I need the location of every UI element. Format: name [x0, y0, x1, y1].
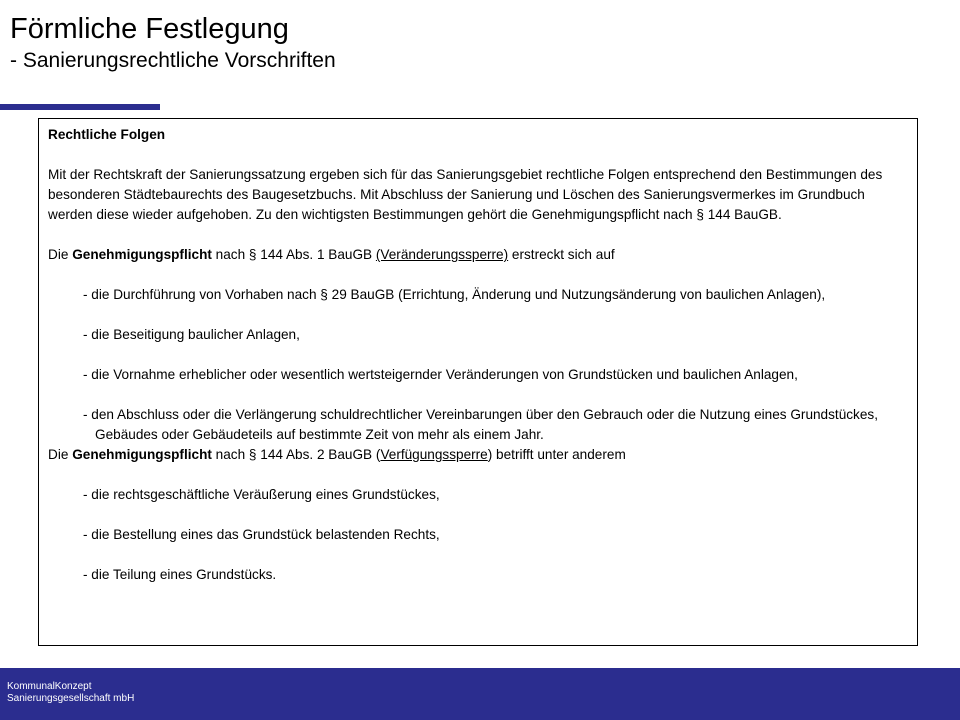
list-item: - die Vornahme erheblicher oder wesentlich wertsteigernder Veränderungen von Grundstücken und baulichen Anlagen,	[83, 367, 798, 382]
list-item: - die Bestellung eines das Grundstück belastenden Rechts,	[83, 527, 440, 542]
content-box	[38, 118, 918, 646]
section1-lead-underlined: (Veränderungssperre)	[375, 247, 509, 262]
footer-bar	[0, 668, 960, 720]
section2-lead	[48, 445, 908, 465]
section2-lead-bold: Genehmigungspflicht	[72, 447, 212, 462]
company-name-line2: Sanierungsgesellschaft mbH	[7, 693, 135, 704]
section2-lead-before: Die	[48, 447, 73, 462]
list-item: - den Abschluss oder die Verlängerung schuldrechtlicher Vereinbarungen über den Gebrauch oder die Nutzung eines Grundstückes, Gebäudes oder Gebäudeteils auf bestimmte Zeit von mehr als einem Jahr.	[83, 407, 878, 442]
section1-lead	[48, 245, 908, 265]
accent-divider	[0, 104, 160, 110]
page-title: Förmliche Festlegung	[10, 13, 289, 45]
section2-lead-middle: nach § 144 Abs. 2 BauGB (	[211, 447, 381, 462]
company-name-line1: KommunalKonzept	[7, 681, 92, 692]
list-item: - die Beseitigung baulicher Anlagen,	[83, 327, 300, 342]
list-item: - die Teilung eines Grundstücks.	[83, 567, 277, 582]
intro-paragraph: Mit der Rechtskraft der Sanierungssatzung ergeben sich für das Sanierungsgebiet rechtliche Folgen entsprechend den Bestimmungen des besonderen Städtebaurechts des Baugesetzbuchs. Mit Abschluss der Sanierung und Löschen des Sanierungsvermerkes im Grundbuch werden diese wieder aufgehoben. Zu den wichtigsten Bestimmungen gehört die Genehmigungspflicht nach § 144 BauGB.	[48, 167, 883, 222]
list-item: - die rechtsgeschäftliche Veräußerung eines Grundstückes,	[83, 487, 440, 502]
section1-lead-after: erstreckt sich auf	[508, 247, 615, 262]
section1-lead-before: Die	[48, 247, 73, 262]
company-name	[7, 681, 134, 705]
section1-lead-middle: nach § 144 Abs. 1 BauGB	[211, 247, 376, 262]
list-item: - die Durchführung von Vorhaben nach § 29 BauGB (Errichtung, Änderung und Nutzungsänderung von baulichen Anlagen),	[83, 287, 826, 302]
section2-lead-underlined: Verfügungssperre	[380, 447, 488, 462]
section2-lead-after: ) betrifft unter anderem	[487, 447, 626, 462]
section1-lead-bold: Genehmigungspflicht	[72, 247, 212, 262]
section-heading: Rechtliche Folgen	[48, 127, 166, 142]
page-subtitle: - Sanierungsrechtliche Vorschriften	[10, 49, 336, 72]
